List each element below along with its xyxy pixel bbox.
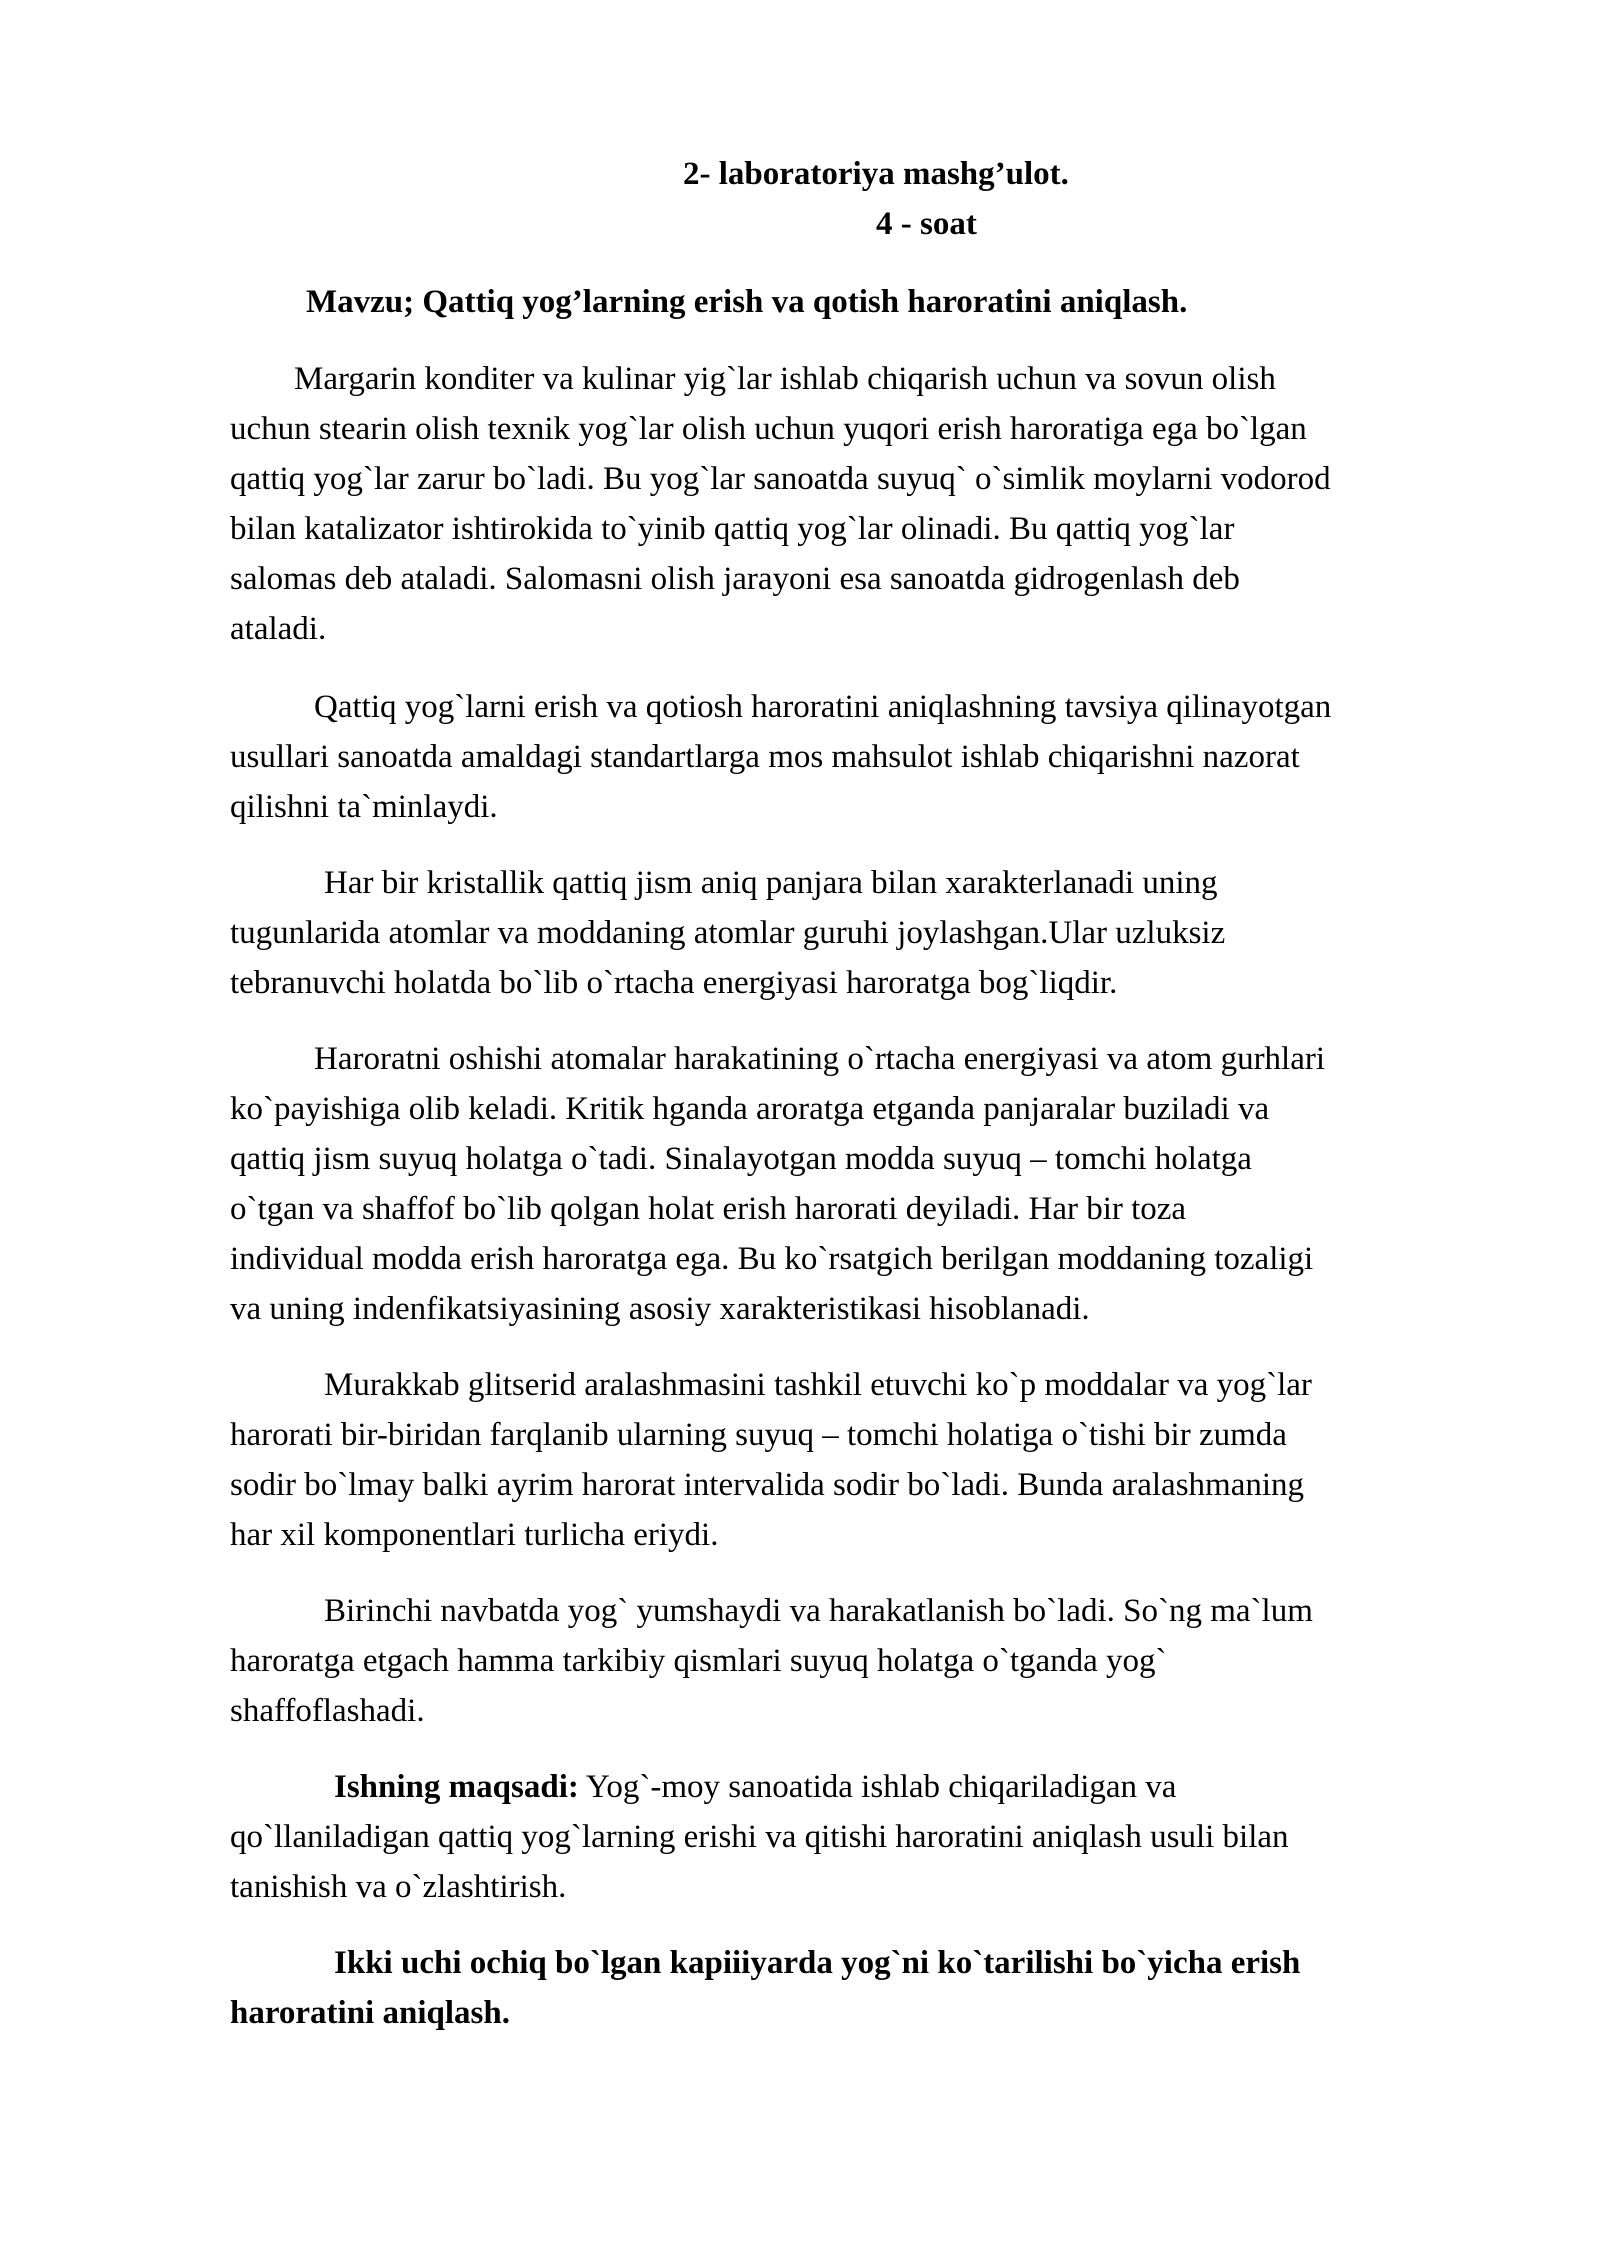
paragraph-line: sodir bo`lmay balki ayrim harorat intervalida sodir bo`ladi. Bunda aralashmaning: [230, 1467, 1305, 1503]
hours-subtitle: 4 - soat: [876, 206, 977, 242]
paragraph-line: tebranuvchi holatda bo`lib o`rtacha energiyasi haroratga bog`liqdir.: [230, 965, 1118, 1001]
paragraph-line: Birinchi navbatda yog` yumshaydi va harakatlanish bo`ladi. So`ng ma`lum: [324, 1593, 1313, 1629]
paragraph-line: ataladi.: [230, 611, 327, 647]
paragraph-line: bilan katalizator ishtirokida to`yinib qattiq yog`lar olinadi. Bu qattiq yog`lar: [230, 511, 1235, 547]
objective-text: Yog`-moy sanoatida ishlab chiqariladigan va: [578, 1769, 1177, 1805]
method-heading-line: Ikki uchi ochiq bo`lgan kapiiiyarda yog`ni ko`tarilishi bo`yicha erish: [334, 1945, 1301, 1981]
paragraph-softening: [230, 1586, 1500, 1736]
paragraph-line: individual modda erish haroratga ega. Bu ko`rsatgich berilgan moddaning tozaligi: [230, 1241, 1314, 1277]
paragraph-intro: [230, 354, 1500, 654]
paragraph-line: harorati bir-biridan farqlanib ularning suyuq – tomchi holatiga o`tishi bir zumda: [230, 1417, 1287, 1453]
paragraph-line: Murakkab glitserid aralashmasini tashkil etuvchi ko`p moddalar va yog`lar: [324, 1367, 1312, 1403]
paragraph-line: tanishish va o`zlashtirish.: [230, 1869, 567, 1905]
method-heading-line: haroratini aniqlash.: [230, 1995, 510, 2031]
paragraph-glyceride: [230, 1360, 1500, 1560]
paragraph-line: shaffoflashadi.: [230, 1693, 425, 1729]
paragraph-line: har xil komponentlari turlicha eriydi.: [230, 1517, 719, 1553]
objective-first-line: [230, 1762, 1500, 1812]
paragraph-temperature: [230, 1034, 1500, 1334]
paragraph-line: qilishni ta`minlaydi.: [230, 789, 498, 825]
paragraph-line: o`tgan va shaffof bo`lib qolgan holat erish harorati deyiladi. Har bir toza: [230, 1191, 1187, 1227]
paragraph-line: qo`llaniladigan qattiq yog`larning erishi va qitishi haroratini aniqlash usuli bilan: [230, 1819, 1289, 1855]
paragraph-line: uchun stearin olish texnik yog`lar olish uchun yuqori erish haroratiga ega bo`lgan: [230, 411, 1307, 447]
paragraph-line: Har bir kristallik qattiq jism aniq panjara bilan xarakterlanadi uning: [324, 865, 1218, 901]
paragraph-line: va uning indenfikatsiyasining asosiy xarakteristikasi hisoblanadi.: [230, 1291, 1090, 1327]
objective-label: Ishning maqsadi:: [334, 1769, 579, 1805]
paragraph-line: salomas deb ataladi. Salomasni olish jarayoni esa sanoatda gidrogenlash deb: [230, 561, 1240, 597]
paragraph-line: usullari sanoatda amaldagi standartlarga mos mahsulot ishlab chiqarishni nazorat: [230, 739, 1300, 775]
paragraph-line: qattiq yog`lar zarur bo`ladi. Bu yog`lar sanoatda suyuq` o`simlik moylarni vodorod: [230, 461, 1331, 497]
paragraph-line: qattiq jism suyuq holatga o`tadi. Sinalayotgan modda suyuq – tomchi holatga: [230, 1141, 1252, 1177]
topic-heading: Mavzu; Qattiq yog’larning erish va qotish haroratini aniqlash.: [306, 284, 1188, 320]
paragraph-line: haroratga etgach hamma tarkibiy qismlari suyuq holatga o`tganda yog`: [230, 1643, 1167, 1679]
paragraph-line: tugunlarida atomlar va moddaning atomlar guruhi joylashgan.Ular uzluksiz: [230, 915, 1226, 951]
paragraph-methods: [230, 682, 1500, 832]
paragraph-line: Haroratni oshishi atomalar harakatining o`rtacha energiyasi va atom gurhlari: [314, 1041, 1326, 1077]
paragraph-line: Margarin konditer va kulinar yig`lar ishlab chiqarish uchun va sovun olish: [294, 361, 1276, 397]
paragraph-line: ko`payishiga olib keladi. Kritik hganda aroratga etganda panjaralar buziladi va: [230, 1091, 1270, 1127]
lab-title: 2- laboratoriya mashg’ulot.: [683, 156, 1069, 192]
method-heading: [230, 1938, 1500, 2038]
paragraph-line: Qattiq yog`larni erish va qotiosh haroratini aniqlashning tavsiya qilinayotgan: [314, 689, 1332, 725]
paragraph-crystal: [230, 858, 1500, 1008]
paragraph-objective: [230, 1762, 1500, 1912]
